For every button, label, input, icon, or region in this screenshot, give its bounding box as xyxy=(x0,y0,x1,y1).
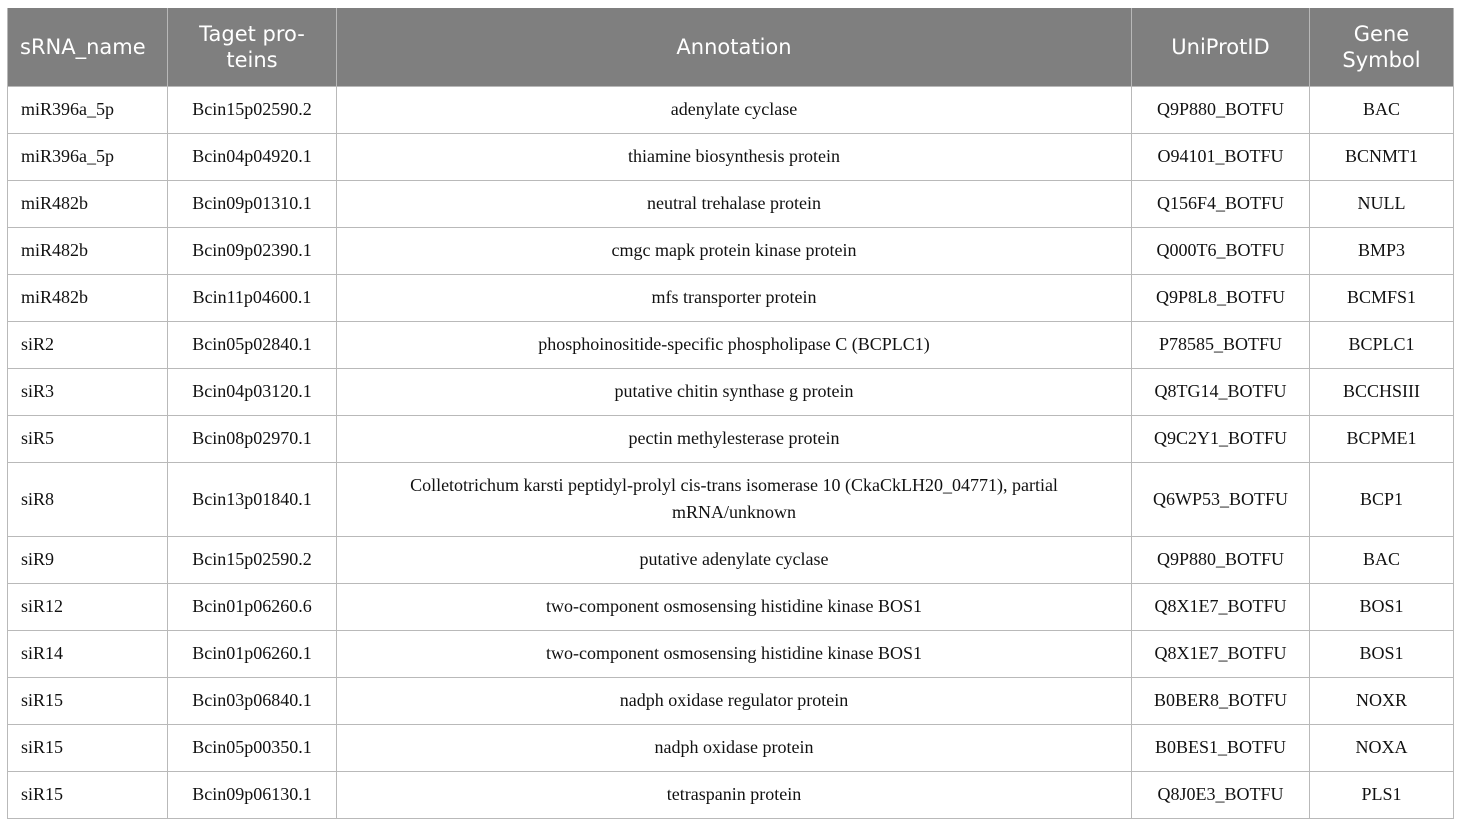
cell-gene-symbol: BAC xyxy=(1310,536,1454,583)
cell-uniprot-id: B0BES1_BOTFU xyxy=(1132,724,1310,771)
table-row xyxy=(8,133,1454,180)
cell-gene-symbol: BCMFS1 xyxy=(1310,274,1454,321)
cell-annotation: mfs transporter protein xyxy=(337,274,1132,321)
cell-annotation: nadph oxidase regulator protein xyxy=(337,677,1132,724)
table-row xyxy=(8,227,1454,274)
srna-target-table xyxy=(7,8,1454,819)
cell-gene-symbol: NULL xyxy=(1310,180,1454,227)
header-gene-symbol-label: Gene Symbol xyxy=(1342,21,1421,72)
cell-gene-symbol: BCPME1 xyxy=(1310,415,1454,462)
header-uniprot-id: UniProtID xyxy=(1132,8,1310,86)
header-target-proteins xyxy=(168,8,337,86)
cell-gene-symbol: BAC xyxy=(1310,86,1454,133)
cell-target-protein: Bcin08p02970.1 xyxy=(168,415,337,462)
table-row xyxy=(8,368,1454,415)
cell-annotation: two-component osmosensing histidine kinase BOS1 xyxy=(337,583,1132,630)
table-row xyxy=(8,771,1454,818)
cell-target-protein: Bcin09p06130.1 xyxy=(168,771,337,818)
header-row xyxy=(8,8,1454,86)
cell-annotation: putative adenylate cyclase xyxy=(337,536,1132,583)
cell-annotation: phosphoinositide-specific phospholipase C (BCPLC1) xyxy=(337,321,1132,368)
table-body xyxy=(8,86,1454,818)
cell-gene-symbol: BMP3 xyxy=(1310,227,1454,274)
header-srna-name: sRNA_name xyxy=(8,8,168,86)
cell-gene-symbol: NOXR xyxy=(1310,677,1454,724)
cell-target-protein: Bcin13p01840.1 xyxy=(168,462,337,536)
cell-srna-name: siR2 xyxy=(8,321,168,368)
cell-srna-name: siR12 xyxy=(8,583,168,630)
cell-gene-symbol: BCNMT1 xyxy=(1310,133,1454,180)
cell-srna-name: miR482b xyxy=(8,227,168,274)
cell-srna-name: siR3 xyxy=(8,368,168,415)
table-row xyxy=(8,724,1454,771)
table-row xyxy=(8,462,1454,536)
cell-target-protein: Bcin05p02840.1 xyxy=(168,321,337,368)
table-row xyxy=(8,321,1454,368)
header-annotation: Annotation xyxy=(337,8,1132,86)
table-row xyxy=(8,536,1454,583)
cell-uniprot-id: Q000T6_BOTFU xyxy=(1132,227,1310,274)
cell-uniprot-id: Q9P8L8_BOTFU xyxy=(1132,274,1310,321)
cell-uniprot-id: Q8X1E7_BOTFU xyxy=(1132,630,1310,677)
cell-gene-symbol: BCPLC1 xyxy=(1310,321,1454,368)
cell-target-protein: Bcin15p02590.2 xyxy=(168,536,337,583)
cell-uniprot-id: Q156F4_BOTFU xyxy=(1132,180,1310,227)
cell-gene-symbol: BCP1 xyxy=(1310,462,1454,536)
cell-srna-name: siR8 xyxy=(8,462,168,536)
table-row xyxy=(8,86,1454,133)
cell-annotation: cmgc mapk protein kinase protein xyxy=(337,227,1132,274)
cell-uniprot-id: Q9C2Y1_BOTFU xyxy=(1132,415,1310,462)
cell-srna-name: siR15 xyxy=(8,677,168,724)
cell-gene-symbol: BCCHSIII xyxy=(1310,368,1454,415)
cell-annotation: tetraspanin protein xyxy=(337,771,1132,818)
cell-target-protein: Bcin03p06840.1 xyxy=(168,677,337,724)
cell-srna-name: siR9 xyxy=(8,536,168,583)
cell-uniprot-id: B0BER8_BOTFU xyxy=(1132,677,1310,724)
cell-srna-name: miR396a_5p xyxy=(8,86,168,133)
cell-uniprot-id: Q8J0E3_BOTFU xyxy=(1132,771,1310,818)
table-row xyxy=(8,415,1454,462)
cell-annotation: nadph oxidase protein xyxy=(337,724,1132,771)
srna-target-table-container xyxy=(7,8,1453,819)
cell-target-protein: Bcin01p06260.6 xyxy=(168,583,337,630)
header-target-proteins-label: Taget pro-teins xyxy=(199,21,305,72)
cell-srna-name: siR15 xyxy=(8,724,168,771)
cell-annotation: pectin methylesterase protein xyxy=(337,415,1132,462)
header-gene-symbol xyxy=(1310,8,1454,86)
cell-target-protein: Bcin05p00350.1 xyxy=(168,724,337,771)
cell-target-protein: Bcin15p02590.2 xyxy=(168,86,337,133)
cell-gene-symbol: PLS1 xyxy=(1310,771,1454,818)
cell-annotation: Colletotrichum karsti peptidyl-prolyl cis-trans isomerase 10 (CkaCkLH20_04771), partial mRNA/unknown xyxy=(337,462,1132,536)
cell-uniprot-id: P78585_BOTFU xyxy=(1132,321,1310,368)
cell-srna-name: miR482b xyxy=(8,180,168,227)
cell-target-protein: Bcin04p04920.1 xyxy=(168,133,337,180)
cell-srna-name: miR396a_5p xyxy=(8,133,168,180)
cell-uniprot-id: Q8TG14_BOTFU xyxy=(1132,368,1310,415)
cell-annotation: neutral trehalase protein xyxy=(337,180,1132,227)
cell-gene-symbol: NOXA xyxy=(1310,724,1454,771)
cell-annotation: two-component osmosensing histidine kinase BOS1 xyxy=(337,630,1132,677)
table-row xyxy=(8,180,1454,227)
table-row xyxy=(8,274,1454,321)
cell-srna-name: miR482b xyxy=(8,274,168,321)
cell-srna-name: siR5 xyxy=(8,415,168,462)
cell-annotation: adenylate cyclase xyxy=(337,86,1132,133)
cell-target-protein: Bcin04p03120.1 xyxy=(168,368,337,415)
cell-uniprot-id: Q6WP53_BOTFU xyxy=(1132,462,1310,536)
cell-target-protein: Bcin01p06260.1 xyxy=(168,630,337,677)
cell-uniprot-id: Q9P880_BOTFU xyxy=(1132,536,1310,583)
cell-uniprot-id: Q8X1E7_BOTFU xyxy=(1132,583,1310,630)
cell-uniprot-id: O94101_BOTFU xyxy=(1132,133,1310,180)
table-row xyxy=(8,677,1454,724)
table-row xyxy=(8,583,1454,630)
table-row xyxy=(8,630,1454,677)
cell-gene-symbol: BOS1 xyxy=(1310,583,1454,630)
table-header xyxy=(8,8,1454,86)
cell-target-protein: Bcin09p02390.1 xyxy=(168,227,337,274)
cell-annotation: thiamine biosynthesis protein xyxy=(337,133,1132,180)
cell-uniprot-id: Q9P880_BOTFU xyxy=(1132,86,1310,133)
cell-srna-name: siR14 xyxy=(8,630,168,677)
cell-srna-name: siR15 xyxy=(8,771,168,818)
cell-annotation: putative chitin synthase g protein xyxy=(337,368,1132,415)
cell-target-protein: Bcin09p01310.1 xyxy=(168,180,337,227)
cell-target-protein: Bcin11p04600.1 xyxy=(168,274,337,321)
cell-gene-symbol: BOS1 xyxy=(1310,630,1454,677)
